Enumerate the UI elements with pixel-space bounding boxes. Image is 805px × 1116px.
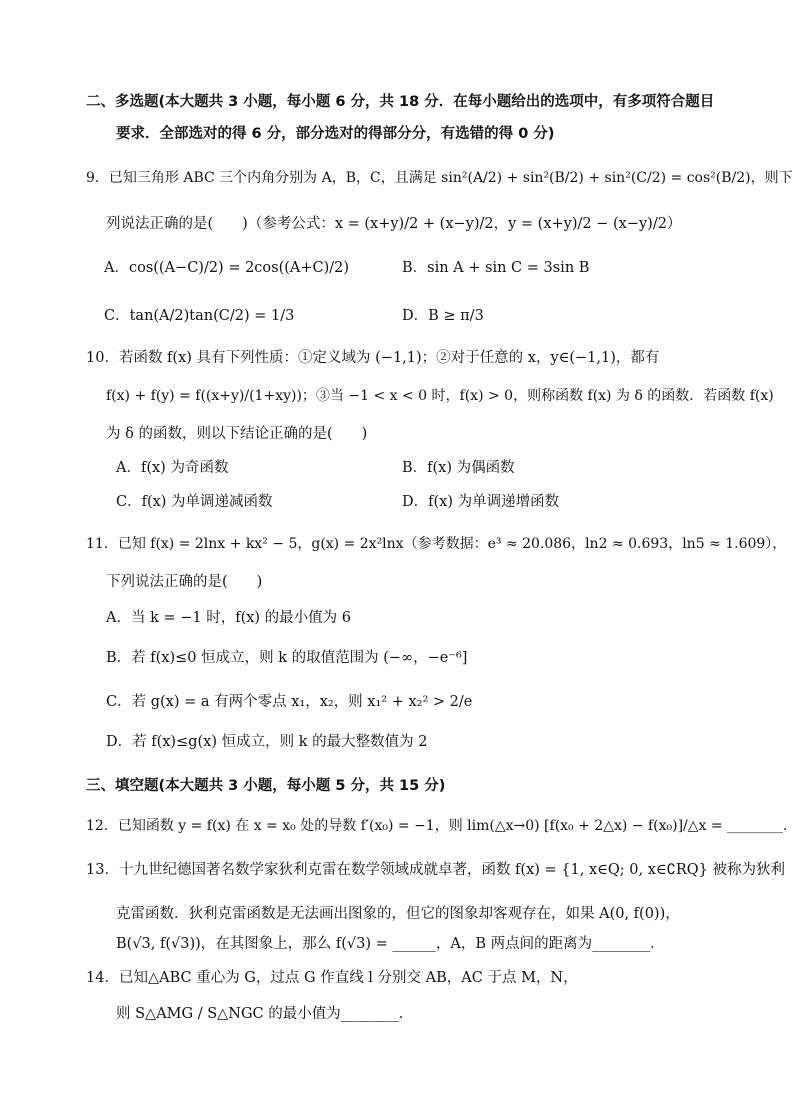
question-14-stem-line2: 则 S△AMG / S△NGC 的最小值为________． — [116, 1006, 414, 1022]
question-9-option-c: C．tan(A/2)tan(C/2) = 1/3 — [104, 308, 295, 324]
question-10-option-b: B．f(x) 为偶函数 — [402, 460, 515, 476]
question-9-option-d: D．B ≥ π/3 — [402, 308, 484, 324]
question-9-stem-line1: 9．已知三角形 ABC 三个内角分别为 A，B，C，且满足 sin²(A/2) + sin²(B/2) + sin²(C/2) = cos²(B/2)，则下 — [86, 170, 793, 186]
question-10-stem-line1: 10．若函数 f(x) 具有下列性质：①定义域为 (−1,1)；②对于任意的 x，y∈(−1,1)，都有 — [86, 350, 660, 366]
question-10-stem-line2: f(x) + f(y) = f((x+y)/(1+xy))；③当 −1 < x < 0 时，f(x) > 0，则称函数 f(x) 为 δ 的函数．若函数 f(x) — [106, 388, 774, 404]
question-11-stem-line2: 下列说法正确的是( ) — [106, 574, 263, 590]
question-9-option-b: B．sin A + sin C = 3sin B — [402, 260, 590, 276]
question-11-option-a: A．当 k = −1 时，f(x) 的最小值为 6 — [106, 610, 352, 626]
question-11-option-c: C．若 g(x) = a 有两个零点 x₁，x₂，则 x₁² + x₂² > 2/e — [106, 694, 473, 710]
question-11-stem-line1: 11．已知 f(x) = 2lnx + kx² − 5，g(x) = 2x²lnx（参考数据：e³ ≈ 20.086，ln2 ≈ 0.693，ln5 ≈ 1.609）， — [86, 536, 787, 552]
section-3-heading: 三、填空题(本大题共 3 小题，每小题 5 分，共 15 分) — [86, 778, 446, 794]
question-12-stem: 12．已知函数 y = f(x) 在 x = x₀ 处的导数 f′(x₀) = −1，则 lim(△x→0) [f(x₀ + 2△x) − f(x₀)]/△x = ________． — [86, 818, 798, 834]
question-13-stem-line2: 克雷函数．狄利克雷函数是无法画出图象的，但它的图象却客观存在，如果 A(0, f(0))， — [116, 906, 680, 922]
question-13-stem-line3: B(√3, f(√3))，在其图象上，那么 f(√3) = ______，A，B 两点间的距离为________． — [116, 936, 665, 952]
question-9-stem-line2: 列说法正确的是( )（参考公式：x = (x+y)/2 + (x−y)/2，y = (x+y)/2 − (x−y)/2） — [106, 216, 682, 232]
question-14-stem-line1: 14．已知△ABC 重心为 G，过点 G 作直线 l 分别交 AB，AC 于点 M，N， — [86, 970, 578, 986]
question-10-option-a: A．f(x) 为奇函数 — [116, 460, 229, 476]
section-2-heading-line2: 要求．全部选对的得 6 分，部分选对的得部分分，有选错的得 0 分) — [116, 126, 555, 142]
question-11-option-d: D．若 f(x)≤g(x) 恒成立，则 k 的最大整数值为 2 — [106, 734, 428, 750]
question-10-option-c: C．f(x) 为单调递减函数 — [116, 494, 273, 510]
question-10-stem-line3: 为 δ 的函数，则以下结论正确的是( ) — [106, 426, 368, 442]
section-2-heading-line1: 二、多选题(本大题共 3 小题，每小题 6 分，共 18 分．在每小题给出的选项中，有多项符合题目 — [86, 94, 715, 110]
question-10-option-d: D．f(x) 为单调递增函数 — [402, 494, 560, 510]
question-9-option-a: A．cos((A−C)/2) = 2cos((A+C)/2) — [104, 260, 350, 276]
question-11-option-b: B．若 f(x)≤0 恒成立，则 k 的取值范围为 (−∞，−e⁻⁶] — [106, 650, 468, 666]
question-13-stem-line1: 13．十九世纪德国著名数学家狄利克雷在数学领域成就卓著，函数 f(x) = {1, x∈Q; 0, x∈∁RQ} 被称为狄利 — [86, 862, 785, 878]
